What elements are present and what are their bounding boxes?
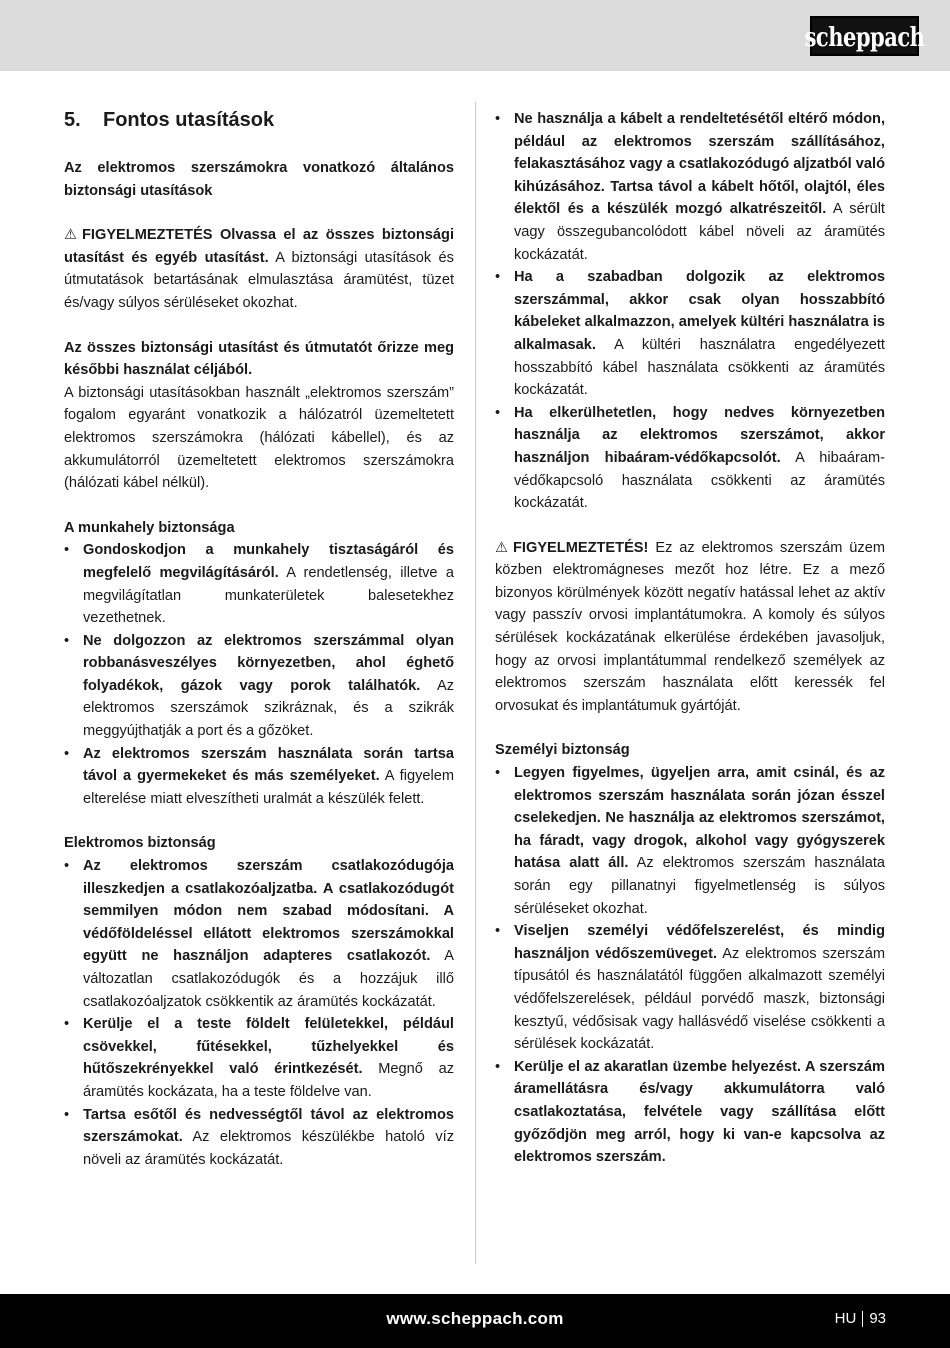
electrical-list [64, 855, 454, 1171]
left-column [64, 108, 454, 1171]
electrical-heading: Elektromos biztonság [64, 835, 216, 852]
right-column [495, 108, 885, 1169]
section-number: 5. [64, 109, 81, 131]
cable-list [495, 108, 885, 515]
page-indicator [835, 1310, 886, 1327]
workplace-heading: A munkahely biztonsága [64, 519, 235, 536]
language-code: HU [834, 1310, 857, 1327]
list-item: • Ha a szabadban dolgozik az elektromos szerszámmal, akkor csak olyan hosszabbító kábeleket alkalmazzon, amelyek kültéri használatra is alkalmasak. A kültéri használatra engedélyezett hosszabbító kábel használata csökkenti az áramütés kockázatát. [495, 266, 885, 402]
warning-text: A biztonsági utasítások és útmutatások betartásának elmulasztása áramütést, tüzet és/vagy súlyos sérüléseket okozhat. [64, 249, 454, 311]
list-item: • Legyen figyelmes, ügyeljen arra, amit csinál, és az elektromos szerszám használata során józan ésszel cselekedjen. Ne használja az elektromos szerszámot, ha fáradt, vagy drogok, alkohol vagy gyógyszerek hatása alatt áll. Az elektromos szerszám használata során egy pillanatnyi figyelmetlenség is súlyos sérüléseket okozhat. [495, 762, 885, 920]
warning-bold: FIGYELMEZTETÉS! [513, 539, 649, 556]
column-divider [475, 102, 476, 1264]
list-item: • Ha elkerülhetetlen, hogy nedves környezetben használja az elektromos szerszámot, akkor használjon hibaáram-védőkapcsolót. A hibaáram-védőkapcsoló használata csökkenti az áramütés kockázatát. [495, 402, 885, 515]
list-item: • Tartsa esőtől és nedvességtől távol az elektromos szerszámokat. Az elektromos készülékbe hatoló víz növeli az áramütés kockázatát. [64, 1104, 454, 1172]
scheppach-logo [804, 16, 925, 56]
footer-bar [0, 1294, 950, 1348]
logo-text: scheppach [804, 20, 925, 52]
separator [862, 1311, 863, 1327]
list-item: • Kerülje el a teste földelt felületekkel, például csövekkel, fűtésekkel, tűzhelyekkel és hűtőszekrényekkel való érintkezését. Megnő az áramütés kockázata, ha a teste földelve van. [64, 1013, 454, 1103]
warning-triangle-icon: ⚠ [495, 539, 509, 556]
personal-list [495, 762, 885, 1169]
emf-warning-paragraph [495, 537, 885, 718]
list-item: • Ne dolgozzon az elektromos szerszámmal olyan robbanásveszélyes környezetben, ahol éghető folyadékok, gázok vagy porok találhatók. Az elektromos szerszámok szikráznak, és a szikrák meggyújthatják a port és a gőzöket. [64, 630, 454, 743]
list-item: • Az elektromos szerszám használata során tartsa távol a gyermekeket és más személyeket. A figyelem elterelése miatt elveszítheti uralmát a készülék felett. [64, 743, 454, 811]
keep-heading: Az összes biztonsági utasítást és útmutatót őrizze meg későbbi használat céljából. [64, 339, 454, 379]
warning-bold: FIGYELMEZTETÉS Olvassa el az összes biztonsági utasítást és egyéb utasítást. [64, 227, 454, 266]
keep-text: A biztonsági utasításokban használt „elektromos szerszám” fogalom egyaránt vonatkozik a hálózatról üzemeltetett elektromos szerszámokra (hálózati kábellel), és az akkumulátorról üzemeltetett elektromos szerszámokra (hálózati kábel nélkül). [64, 384, 454, 492]
intro-heading: Az elektromos szerszámokra vonatkozó általános biztonsági utasítások [64, 160, 454, 199]
list-item: • Gondoskodjon a munkahely tisztaságáról és megfelelő megvilágításáról. A rendetlenség, illetve a megvilágítatlan munkaterületek balesetekhez vezethetnek. [64, 539, 454, 629]
workplace-list [64, 539, 454, 810]
list-item: • Viseljen személyi védőfelszerelést, és mindig használjon védőszemüveget. Az elektromos szerszám típusától és használatától függően alkalmazott személyi védőfelszerelések, például porvédő maszk, biztonsági kesztyű, védősisak vagy hallásvédő viselése csökkenti a sérülések kockázatát. [495, 920, 885, 1056]
section-heading [64, 108, 454, 132]
page-number: 93 [869, 1310, 886, 1327]
list-item: • Az elektromos szerszám csatlakozódugója illeszkedjen a csatlakozóaljzatba. A csatlakozódugót semmilyen módon nem szabad módosítani. A védőföldeléssel ellátott elektromos szerszámokkal együtt ne használjon adapteres csatlakozót. A változatlan csatlakozódugók és a hozzájuk illő csatlakozóaljzatok csökkentik az áramütés kockázatát. [64, 855, 454, 1013]
personal-heading: Személyi biztonság [495, 742, 630, 759]
website-link[interactable]: www.scheppach.com [386, 1309, 564, 1328]
warning-text: Ez az elektromos szerszám üzem közben elektromágneses mezőt hoz létre. Ez a mező bizonyos körülmények között negatív hatással lehet az aktív vagy passzív orvosi implantátumokra. A komoly és súlyos sérülések kockázatának elkerülése érdekében javasoljuk, hogy az orvosi implantátummal rendelkező személyek az elektromos szerszám használata előtt keressék fel orvosukat és implantátumuk gyártóját. [495, 539, 885, 714]
warning-triangle-icon: ⚠ [64, 227, 78, 244]
warning-paragraph [64, 224, 454, 314]
list-item: • Kerülje el az akaratlan üzembe helyezést. A szerszám áramellátásra és/vagy akkumulátorra való csatlakoztatása, felvétele vagy szállítása előtt győződjön meg arról, hogy ki van-e kapcsolva az elektromos szerszám. [495, 1056, 885, 1169]
section-title: Fontos utasítások [103, 109, 275, 131]
list-item: • Ne használja a kábelt a rendeltetésétől eltérő módon, például az elektromos szerszám szállításához, felakasztásához vagy a csatlakozódugó aljzatból való kihúzásához. Tartsa távol a kábelt hőtől, olajtól, éles élektől és a készülék mozgó alkatrészeitől. A sérült vagy összegubancolódott kábel növeli az áramütés kockázatát. [495, 108, 885, 266]
